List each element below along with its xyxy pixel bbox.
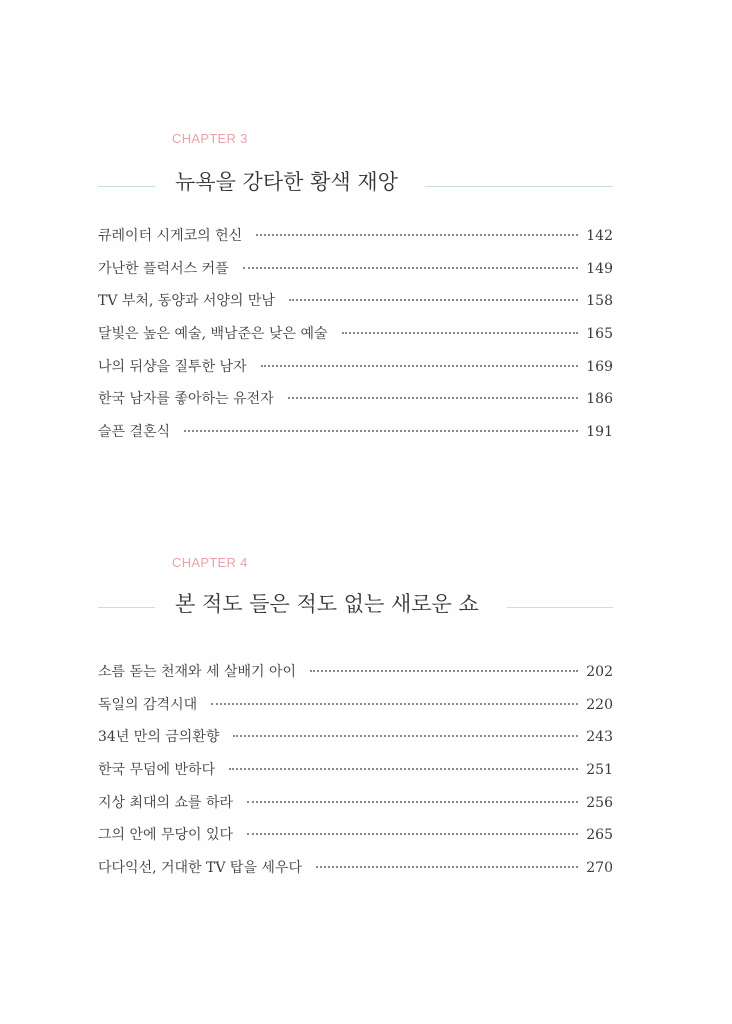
entry-title: TV 부처, 동양과 서양의 만남 xyxy=(98,293,275,310)
page-number: 142 xyxy=(586,228,613,244)
toc-entry[interactable] xyxy=(98,323,613,356)
chapter-3-entries xyxy=(98,225,613,454)
page-number: 251 xyxy=(586,762,613,779)
entry-title: 34년 만의 금의환향 xyxy=(98,729,220,746)
dot-leader xyxy=(247,801,578,803)
entry-title: 지상 최대의 쇼를 하라 xyxy=(98,794,234,811)
chapter-3-title: 뉴욕을 강타한 황색 재앙 xyxy=(175,170,398,194)
toc-entry[interactable] xyxy=(98,290,613,323)
page-number: 270 xyxy=(586,860,613,877)
page-number: 220 xyxy=(586,696,613,713)
dot-leader xyxy=(229,768,578,770)
toc-entry[interactable] xyxy=(98,388,613,421)
entry-title: 달빛은 높은 예술, 백남준은 낮은 예술 xyxy=(98,326,328,343)
toc-entry[interactable] xyxy=(98,792,613,825)
page-number: 202 xyxy=(586,664,613,680)
entry-title: 한국 남자를 좋아하는 유전자 xyxy=(98,391,274,408)
dot-leader xyxy=(233,735,578,737)
page-number: 158 xyxy=(586,293,613,310)
toc-entry[interactable] xyxy=(98,759,613,792)
entry-title: 슬픈 결혼식 xyxy=(98,424,171,441)
toc-entry[interactable] xyxy=(98,824,613,857)
toc-entry[interactable] xyxy=(98,857,613,890)
dot-leader xyxy=(261,365,579,367)
entry-title: 소름 돋는 천재와 세 살배기 아이 xyxy=(98,664,297,680)
chapter-3-label: CHAPTER 3 xyxy=(172,131,248,146)
entry-title: 한국 무덤에 반하다 xyxy=(98,762,216,779)
entry-title: 가난한 플럭서스 커플 xyxy=(98,260,229,277)
dot-leader xyxy=(289,299,578,301)
dot-leader xyxy=(211,703,578,705)
chapter-4-entries xyxy=(98,661,613,890)
dot-leader xyxy=(342,332,579,334)
entry-title: 나의 뒤샹을 질투한 남자 xyxy=(98,358,247,375)
toc-entry[interactable] xyxy=(98,661,613,694)
page-number: 256 xyxy=(586,794,613,811)
toc-entry[interactable] xyxy=(98,258,613,291)
dot-leader xyxy=(288,397,579,399)
page-number: 186 xyxy=(586,391,613,408)
entry-title: 다다익선, 거대한 TV 탑을 세우다 xyxy=(98,860,302,877)
dot-leader xyxy=(256,234,578,236)
dot-leader xyxy=(310,670,578,672)
divider xyxy=(98,186,155,187)
page-number: 265 xyxy=(586,827,613,844)
dot-leader xyxy=(243,267,579,269)
page-number: 165 xyxy=(586,326,613,343)
entry-title: 그의 안에 무당이 있다 xyxy=(98,827,234,844)
divider xyxy=(507,607,613,608)
toc-entry[interactable] xyxy=(98,726,613,759)
dot-leader xyxy=(316,866,578,868)
toc-entry[interactable] xyxy=(98,421,613,454)
page-number: 149 xyxy=(586,260,613,277)
toc-entry[interactable] xyxy=(98,356,613,389)
dot-leader xyxy=(184,430,578,432)
chapter-4-label: CHAPTER 4 xyxy=(172,555,248,570)
page-number: 169 xyxy=(586,358,613,375)
dot-leader xyxy=(247,833,578,835)
entry-title: 독일의 감격시대 xyxy=(98,696,198,713)
page-number: 191 xyxy=(586,424,613,441)
toc-entry[interactable] xyxy=(98,694,613,727)
entry-title: 큐레이터 시게코의 헌신 xyxy=(98,228,243,244)
divider xyxy=(425,186,613,187)
toc-entry[interactable] xyxy=(98,225,613,258)
chapter-4-title: 본 적도 들은 적도 없는 새로운 쇼 xyxy=(175,592,479,616)
divider xyxy=(98,607,155,608)
page-number: 243 xyxy=(586,729,613,746)
